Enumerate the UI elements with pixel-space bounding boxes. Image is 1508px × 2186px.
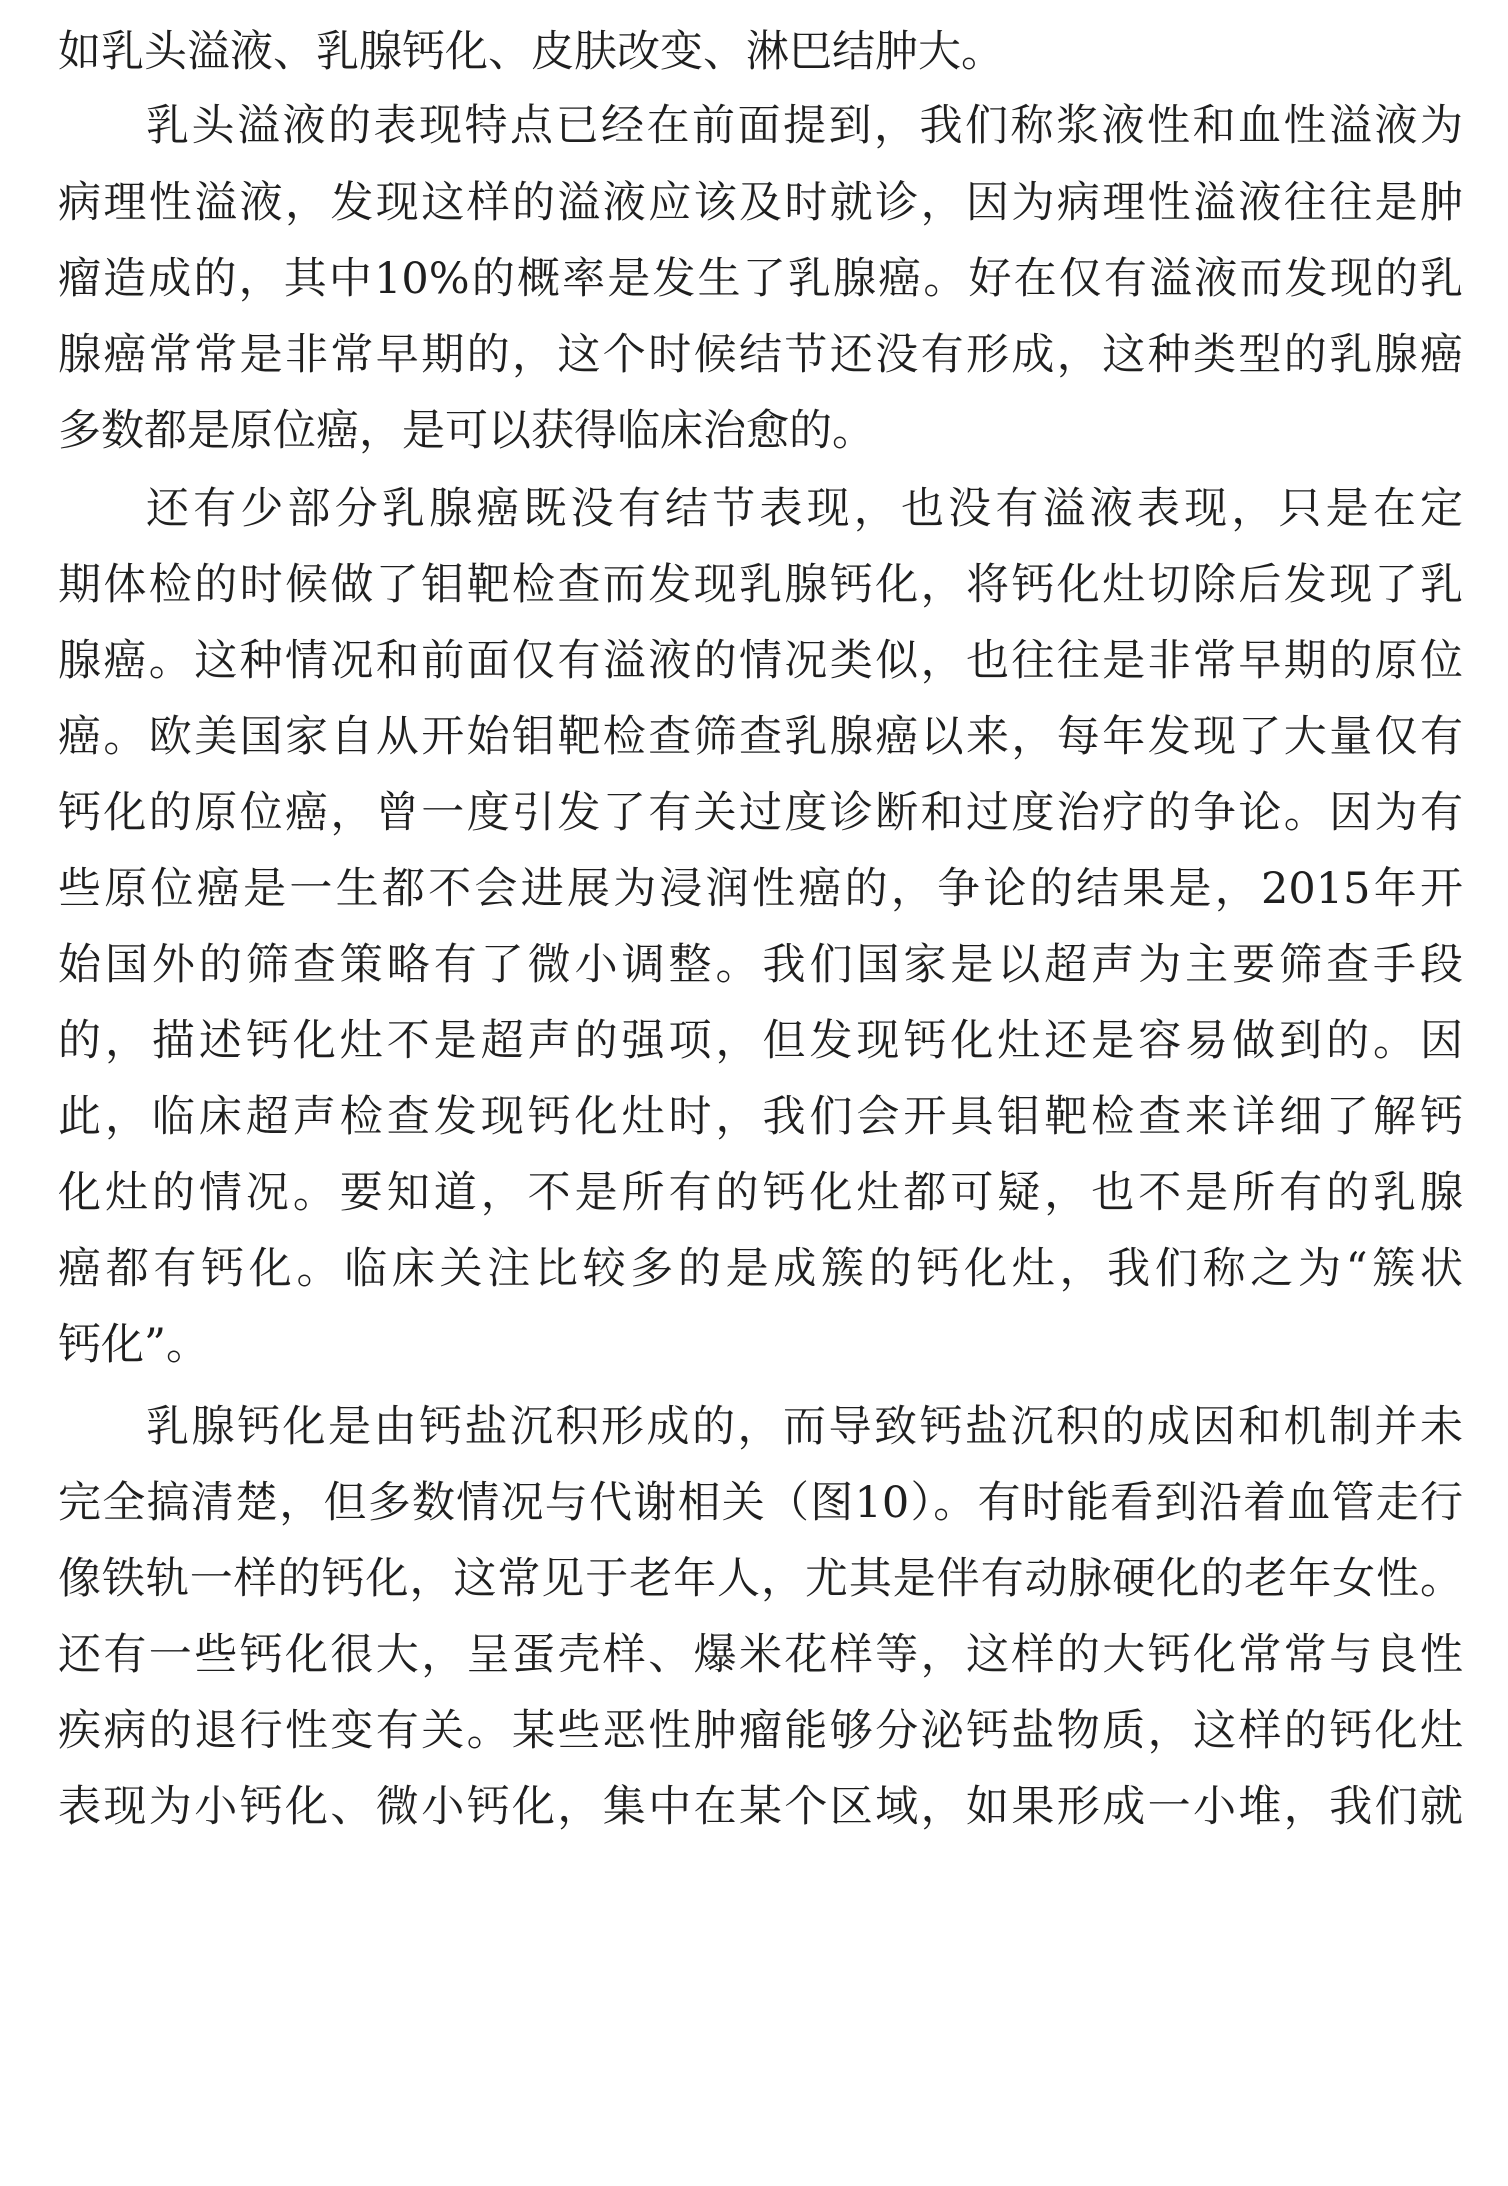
text-line: 还有少部分乳腺癌既没有结节表现，也没有溢液表现，只是在定 [146, 484, 1463, 534]
text-line: 病理性溢液，发现这样的溢液应该及时就诊，因为病理性溢液往往是肿 [58, 178, 1463, 228]
text-line: 表现为小钙化、微小钙化，集中在某个区域，如果形成一小堆，我们就 [58, 1782, 1463, 1832]
text-line: 始国外的筛查策略有了微小调整。我们国家是以超声为主要筛查手段 [58, 940, 1463, 990]
text-line: 此，临床超声检查发现钙化灶时，我们会开具钼靶检查来详细了解钙 [58, 1092, 1463, 1142]
text-line: 乳腺钙化是由钙盐沉积形成的，而导致钙盐沉积的成因和机制并未 [146, 1402, 1463, 1452]
text-line: 癌都有钙化。临床关注比较多的是成簇的钙化灶，我们称之为“簇状 [58, 1244, 1463, 1294]
text-line: 像铁轨一样的钙化，这常见于老年人，尤其是伴有动脉硬化的老年女性。 [58, 1554, 1463, 1604]
text-line: 腺癌。这种情况和前面仅有溢液的情况类似，也往往是非常早期的原位 [58, 636, 1463, 686]
text-line: 瘤造成的，其中10%的概率是发生了乳腺癌。好在仅有溢液而发现的乳 [58, 254, 1463, 304]
text-line: 钙化的原位癌，曾一度引发了有关过度诊断和过度治疗的争论。因为有 [58, 788, 1463, 838]
text-line: 期体检的时候做了钼靶检查而发现乳腺钙化，将钙化灶切除后发现了乳 [58, 560, 1463, 610]
text-line: 腺癌常常是非常早期的，这个时候结节还没有形成，这种类型的乳腺癌 [58, 330, 1463, 380]
text-line: 钙化”。 [58, 1320, 209, 1370]
text-line: 的，描述钙化灶不是超声的强项，但发现钙化灶还是容易做到的。因 [58, 1016, 1463, 1066]
text-line: 疾病的退行性变有关。某些恶性肿瘤能够分泌钙盐物质，这样的钙化灶 [58, 1706, 1463, 1756]
text-line: 如乳头溢液、乳腺钙化、皮肤改变、淋巴结肿大。 [58, 27, 1004, 77]
text-line: 乳头溢液的表现特点已经在前面提到，我们称浆液性和血性溢液为 [146, 101, 1463, 151]
text-line: 完全搞清楚，但多数情况与代谢相关（图10）。有时能看到沿着血管走行 [58, 1478, 1463, 1528]
text-line: 癌。欧美国家自从开始钼靶检查筛查乳腺癌以来，每年发现了大量仅有 [58, 712, 1463, 762]
text-line: 还有一些钙化很大，呈蛋壳样、爆米花样等，这样的大钙化常常与良性 [58, 1630, 1463, 1680]
text-line: 些原位癌是一生都不会进展为浸润性癌的，争论的结果是，2015年开 [58, 864, 1463, 914]
text-line: 多数都是原位癌，是可以获得临床治愈的。 [58, 406, 875, 456]
text-line: 化灶的情况。要知道，不是所有的钙化灶都可疑，也不是所有的乳腺 [58, 1168, 1463, 1218]
